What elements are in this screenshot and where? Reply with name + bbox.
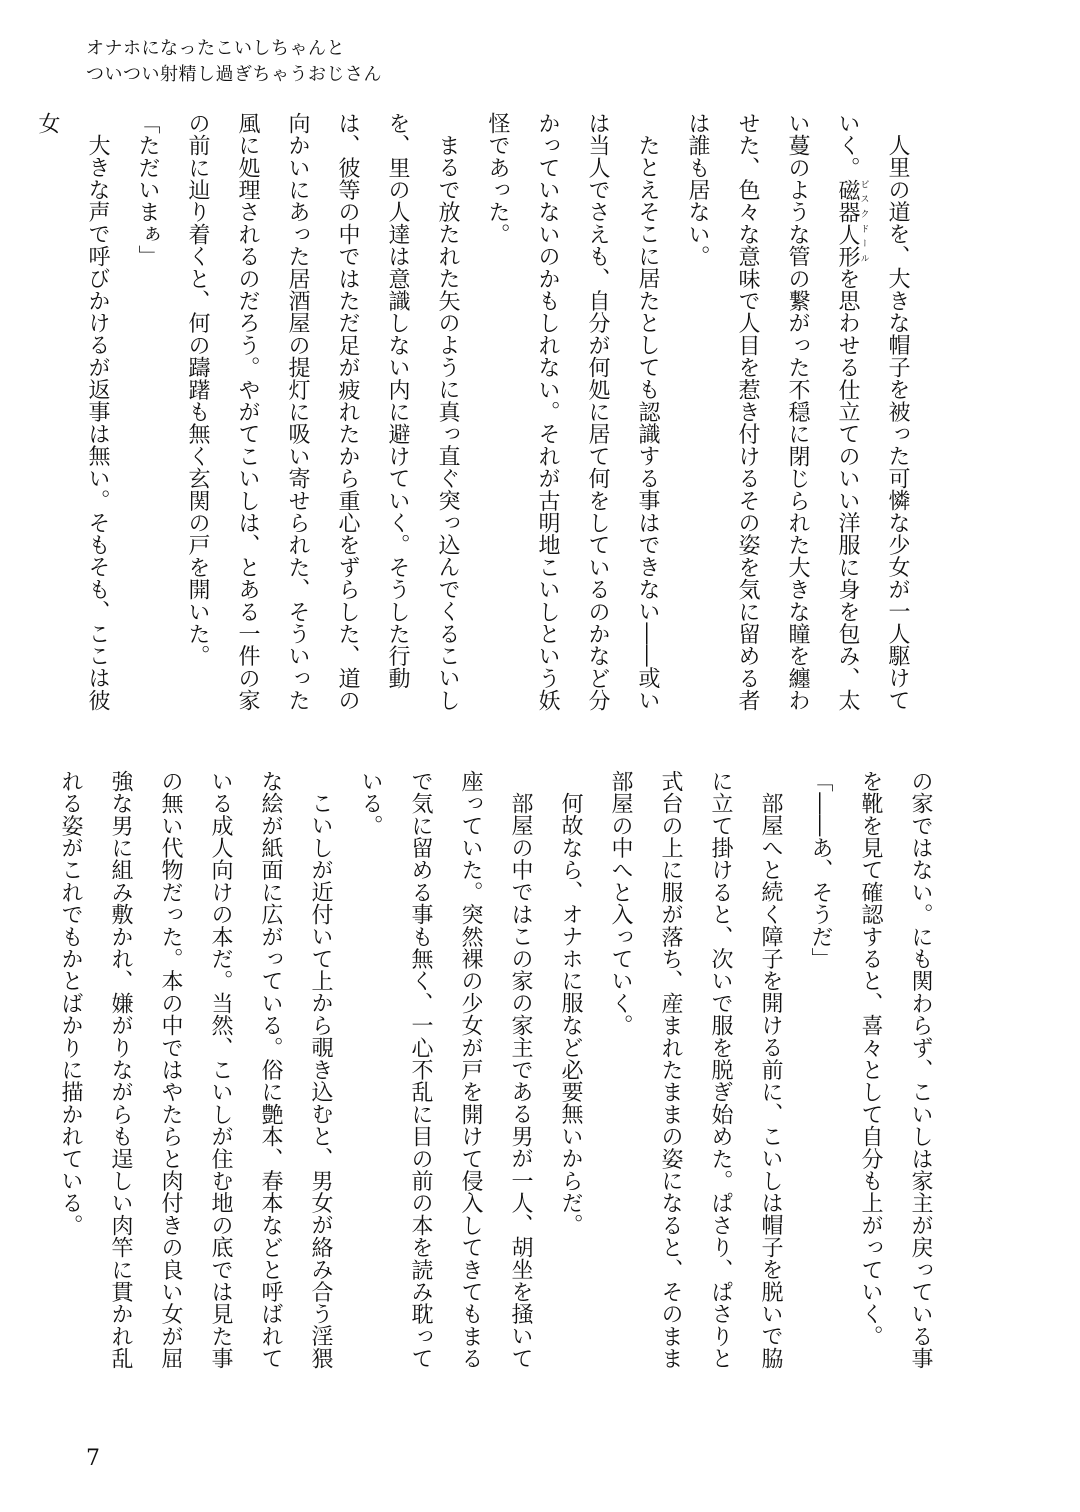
paragraph: 部屋へと続く障子を開ける前に、こいしは帽子を脱いで脇に立て掛けると、次いで服を脱ぎ始めた。ぱさり、ぱさりと式台の上に服が落ち、産まれたままの姿になると、そのまま部屋の中へと入っていく。 <box>608 770 783 1370</box>
header-title-line-1: オナホになったこいしちゃんと <box>86 38 345 59</box>
lower-text-block <box>58 770 945 1390</box>
paragraph: たとえそこに居たとしても認識する事はできない――或いは当人でさえも、自分が何処に居て何をしているのかなど分かっていないのかもしれない。それが古明地こいしという妖怪であった。 <box>485 112 660 712</box>
paragraph: こいしが近付いて上から覗き込むと、男女が絡み合う淫猥な絵が紙面に広がっている。俗に艶本、春本などと呼ばれている成人向けの本だ。当然、こいしが住む地の底では見た事の無い代物だった。本の中ではやたらと肉付きの良い女が屈強な男に組み敷かれ、嫌がりながらも逞しい肉竿に貫かれ乱れる姿がこれでもかとばかりに描かれている。 <box>58 770 333 1370</box>
paragraph: 大きな声で呼びかけるが返事は無い。そもそも、ここは彼女 <box>35 112 110 712</box>
paragraph-continuation: の家ではない。にも関わらず、こいしは家主が戻っている事を靴を見て確認すると、喜々として自分も上がっていく。 <box>858 770 933 1370</box>
paragraph: 部屋の中ではこの家の家主である男が一人、胡坐を掻いて座っていた。突然裸の少女が戸を開けて侵入してきてもまるで気に留める事も無く、一心不乱に目の前の本を読み耽っている。 <box>358 770 533 1370</box>
dialogue-line: 「――あ、そうだ」 <box>808 770 833 970</box>
ruby-text: ビスクドール <box>858 178 869 268</box>
dialogue-line: 「ただいまぁ」 <box>135 112 160 268</box>
ruby-base: 磁器人形 <box>835 178 860 268</box>
page-number: 7 <box>86 1446 100 1471</box>
paragraph <box>672 112 922 732</box>
paragraph: まるで放たれた矢のように真っ直ぐ突っ込んでくるこいしを、里の人達は意識しない内に避けていく。そうした行動は、彼等の中ではただ足が疲れたから重心をずらした、道の向かいにあった居酒屋の提灯に吸い寄せられた、そういった風に処理されるのだろう。やがてこいしは、とある一件の家の前に辿り着くと、何の躊躇も無く玄関の戸を開いた。 <box>185 112 460 712</box>
ruby-annotation <box>835 178 869 268</box>
running-header <box>86 36 382 88</box>
header-title-line-2: ついつい射精し過ぎちゃうおじさん <box>86 64 382 85</box>
paragraph: 何故なら、オナホに服など必要無いからだ。 <box>558 792 583 1236</box>
text-run: を思わせる仕立てのいい洋服に身を包み、太い蔓のような管の繋がった不穏に閉じられた大きな瞳を纏わせた、色々な意味で人目を惹き付けるその姿を気に留める者は誰も居ない。 <box>685 112 860 712</box>
text-run: 人里の道を、大きな帽子を被った可憐な少女が一人駆けていく。 <box>835 112 910 712</box>
upper-text-block <box>35 112 922 732</box>
